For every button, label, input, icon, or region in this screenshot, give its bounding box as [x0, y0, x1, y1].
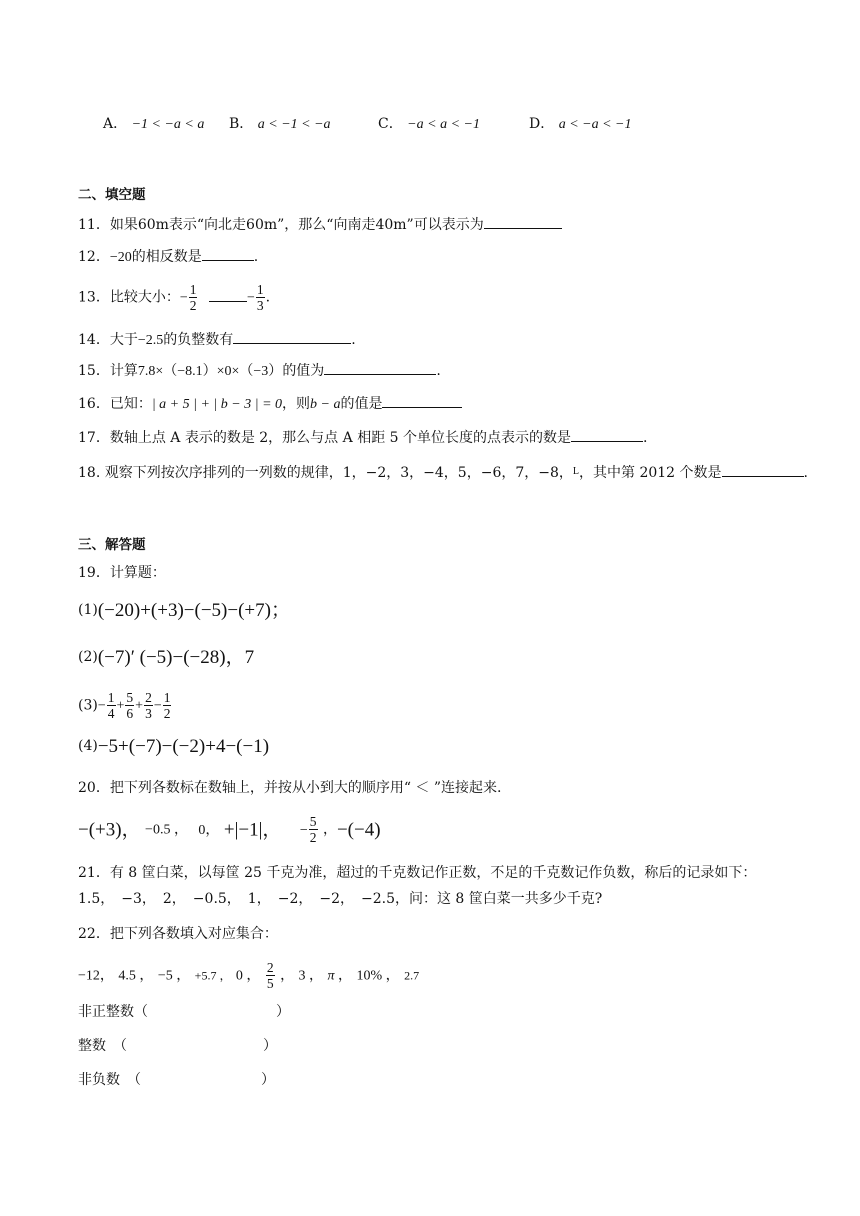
denominator: 3 — [145, 706, 152, 721]
q16-expr: | a + 5 | + | b − 3 | = 0 — [151, 397, 283, 412]
q22-numbers — [78, 960, 419, 991]
option-d — [529, 113, 631, 133]
question-19: 19．计算题： — [78, 565, 166, 581]
option-c-expr: −a < a < −1 — [407, 117, 480, 132]
part-label: (3) — [78, 697, 98, 714]
option-a — [103, 113, 204, 133]
q19-expr-4: −5+(−7)−(−2)+4−(−1) — [97, 736, 270, 757]
denominator: 5 — [266, 976, 274, 991]
number: 2.7 — [404, 968, 420, 983]
numerator: 1 — [107, 690, 115, 705]
q14-end: . — [351, 332, 356, 348]
set-close: ） — [261, 1072, 275, 1088]
denominator: 6 — [126, 706, 134, 721]
option-c — [378, 113, 480, 133]
q19-expr-1: (−20)+(+3)−(−5)−(+7)； — [97, 600, 290, 621]
number: 4.5 ， — [118, 968, 154, 984]
number: 0， — [198, 822, 220, 838]
q19-part-4 — [78, 736, 269, 757]
question-21-line-1: 21．有 8 筐白菜，以每筐 25 千克为准，超过的千克数记作正数，不足的千克数记作负数，称后的记录如下： — [78, 865, 757, 881]
option-a-expr: −1 < −a < a — [131, 117, 205, 132]
q15-text: 15．计算 — [78, 363, 138, 379]
q12-text: 的相反数是 — [131, 249, 202, 265]
answer-blank — [233, 329, 351, 344]
number: −(+3)， — [78, 819, 141, 841]
answer-blank — [484, 214, 562, 229]
option-a-label: A． — [103, 116, 128, 132]
q12-end: . — [253, 249, 259, 265]
answer-blank — [324, 360, 436, 375]
numerator: 2 — [145, 690, 152, 705]
separator: ， — [334, 968, 352, 984]
q15-expr: 7.8×（−8.1）×0×（−3） — [137, 364, 283, 379]
q18-text: 18. 观察下列按次序排列的一列数的规律，1，−2，3，−4，5，−6，7，−8， — [78, 465, 573, 481]
set-non-positive-integers — [78, 1002, 290, 1022]
numerator: 1 — [256, 282, 264, 297]
question-11 — [78, 214, 562, 235]
q16-text2: ，则 — [282, 396, 311, 412]
numerator: 5 — [309, 814, 317, 829]
q19-part-2 — [78, 647, 254, 668]
separator: ， — [322, 822, 337, 838]
question-22: 22．把下列各数填入对应集合： — [78, 926, 278, 942]
fraction — [256, 282, 265, 313]
q11-text: 11．如果60m表示“向北走60m”，那么“向南走40m”可以表示为 — [78, 217, 484, 233]
number: +|−1|， — [223, 819, 282, 841]
set-non-negative — [78, 1070, 275, 1090]
set-integers — [78, 1036, 277, 1056]
q16-text: 16．已知： — [78, 396, 152, 412]
q12-value: −20 — [109, 250, 132, 265]
q17-text: 17．数轴上点 A 表示的数是 2，那么与点 A 相距 5 个单位长度的点表示的数是 — [78, 430, 571, 446]
part-label: (2) — [78, 649, 98, 665]
option-b — [229, 113, 331, 133]
option-d-expr: a < −a < −1 — [558, 117, 632, 132]
numerator: 1 — [163, 690, 171, 705]
number: 10% ， — [356, 968, 400, 984]
section-title-solve: 三、解答题 — [78, 537, 146, 553]
number: 0 ， — [235, 968, 261, 984]
denominator: 2 — [163, 706, 171, 721]
option-c-label: C． — [378, 116, 403, 132]
denominator: 2 — [189, 298, 197, 313]
set-label: 整数 （ — [78, 1038, 127, 1054]
question-18 — [78, 462, 808, 483]
fraction — [125, 690, 134, 721]
q19-part-3 — [78, 690, 172, 721]
question-13 — [78, 282, 270, 313]
q20-numbers — [78, 814, 381, 845]
question-16 — [78, 393, 462, 415]
q13-end: . — [265, 289, 271, 306]
plus-sign: + — [135, 698, 144, 714]
q13-neg1: − — [179, 290, 188, 306]
number: −12， — [78, 968, 114, 984]
answer-blank — [209, 287, 247, 302]
fraction — [189, 282, 198, 313]
q15-end: . — [436, 363, 441, 379]
separator: ， — [280, 968, 295, 984]
fraction — [266, 960, 275, 991]
answer-blank — [202, 246, 254, 261]
q14-text2: 的负整数有 — [163, 332, 234, 348]
q16-text3: 的值是 — [340, 396, 383, 412]
number: −(−4) — [336, 819, 381, 841]
q19-part-1 — [78, 600, 290, 621]
numerator: 5 — [126, 690, 134, 705]
question-20: 20．把下列各数标在数轴上，并按从小到大的顺序用“ ＜ ”连接起来. — [78, 780, 502, 796]
option-b-label: B． — [229, 116, 254, 132]
number: −0.5 ， — [145, 822, 188, 838]
answer-blank — [571, 427, 643, 442]
question-15 — [78, 360, 441, 382]
minus-sign: − — [97, 698, 106, 714]
q13-neg2: − — [246, 290, 255, 306]
q17-end: . — [643, 430, 648, 446]
q16-expr2: b − a — [310, 397, 341, 412]
question-14 — [78, 329, 356, 351]
question-17 — [78, 427, 647, 448]
q12-num: 12． — [78, 249, 110, 265]
set-close: ） — [263, 1038, 277, 1054]
fraction — [144, 690, 153, 721]
part-label: (1) — [78, 602, 98, 618]
q18-end: . — [803, 465, 808, 481]
q15-text2: 的值为 — [282, 363, 325, 379]
q18-ellipsis: L — [572, 466, 580, 477]
question-21-line-2: 1.5， −3， 2， −0.5， 1， −2， −2， −2.5，问：这 8 筐白菜一共多少千克? — [78, 891, 603, 907]
set-label: 非正整数（ — [78, 1004, 148, 1020]
fraction — [107, 690, 116, 721]
numerator: 2 — [266, 960, 274, 975]
set-label: 非负数 （ — [78, 1072, 141, 1088]
number: +5.7 ， — [194, 968, 232, 983]
minus-sign: − — [299, 822, 308, 838]
numerator: 1 — [189, 282, 197, 297]
question-12 — [78, 246, 258, 268]
denominator: 2 — [309, 830, 317, 845]
answer-blank — [722, 462, 804, 477]
set-close: ） — [276, 1004, 290, 1020]
q14-value: −2.5 — [137, 333, 164, 348]
minus-sign: − — [153, 698, 162, 714]
number-pi: π — [327, 968, 335, 984]
fraction — [163, 690, 172, 721]
plus-sign: + — [116, 698, 125, 714]
q18-text2: ，其中第 2012 个数是 — [579, 465, 722, 481]
denominator: 3 — [256, 298, 264, 313]
number: −5 ， — [157, 968, 191, 984]
option-b-expr: a < −1 < −a — [257, 117, 331, 132]
denominator: 4 — [107, 706, 115, 721]
option-d-label: D． — [529, 116, 555, 132]
q13-text: 13．比较大小： — [78, 289, 180, 306]
fraction — [309, 814, 318, 845]
part-label: (4) — [78, 738, 98, 754]
number: 3 ， — [298, 968, 324, 984]
q14-text: 14．大于 — [78, 332, 138, 348]
section-title-fill-blank: 二、填空题 — [78, 187, 146, 203]
q19-expr-2: (−7)′ (−5)−(−28)，7 — [97, 647, 255, 668]
answer-blank — [382, 393, 462, 408]
